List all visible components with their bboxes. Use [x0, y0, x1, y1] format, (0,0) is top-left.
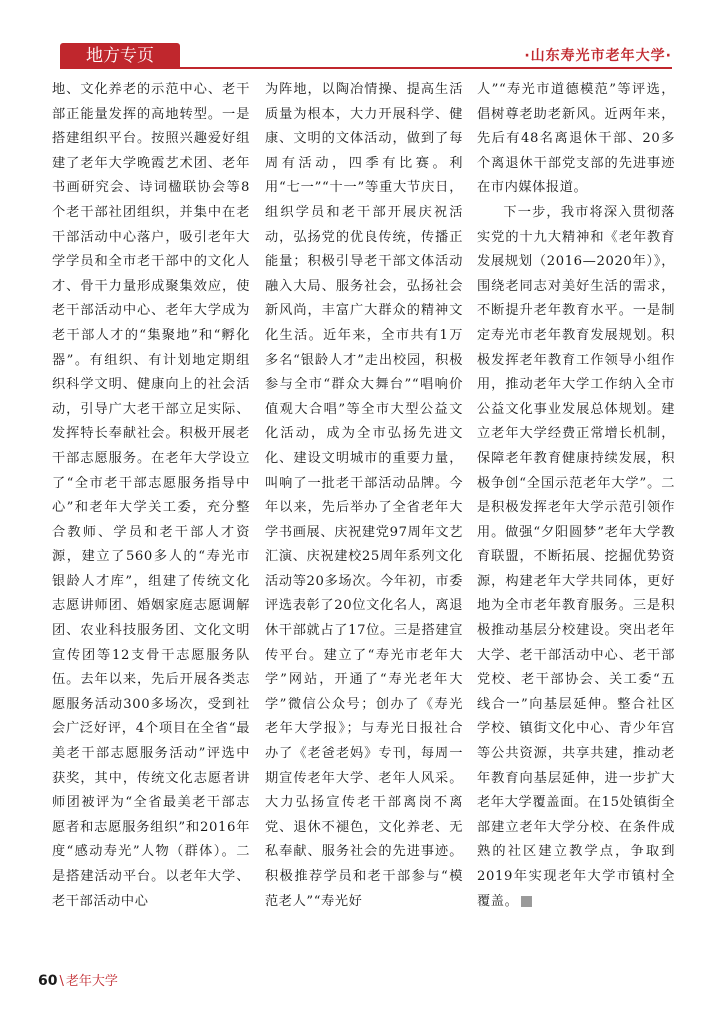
article-column-3	[477, 78, 675, 914]
paragraph-text: 下一步，我市将深入贯彻落实党的十九大精神和《老年教育发展规划（2016—2020年）》，围绕老同志对美好生活的需求，不断提升老年教育水平。一是制定寿光市老年教育发展规划。积极发挥老年教育工作领导小组作用，推动老年大学工作纳入全市公益文化事业发展总体规划。建立老年大学经费正常增长机制，保障老年教育健康持续发展，积极争创“全国示范老年大学”。二是积极发挥老年大学示范引领作用。做强“夕阳圆梦”老年大学教育联盟，不断拓展、挖掘优势资源，构建老年大学共同体，更好地为全市老年教育服务。三是积极推动基层分校建设。突出老年大学、老干部活动中心、老干部党校、老干部协会、关工委“五线合一”向基层延伸。整合社区学校、镇街文化中心、青少年宫等公共资源，共享共建，推动老年教育向基层延伸，进一步扩大老年大学覆盖面。在15处镇街全部建立老年大学分校、在条件成熟的社区建立教学点，争取到2019年实现老年大学市镇村全覆盖。	[477, 204, 675, 909]
end-of-article-mark	[521, 896, 532, 907]
paragraph-next-step	[477, 201, 675, 914]
magazine-name: 老年大学	[65, 974, 118, 989]
page-header	[0, 43, 724, 69]
header-rule	[60, 67, 672, 69]
paragraph: 人”“寿光市道德模范”等评选，倡树尊老助老新风。近两年来，先后有48名离退休干部、20多个离退休干部党支部的先进事迹在市内媒体报道。	[477, 82, 675, 196]
section-tag: 地方专页	[60, 43, 180, 69]
article-source: ·山东寿光市老年大学·	[524, 48, 672, 64]
paragraph: 地、文化养老的示范中心、老干部正能量发挥的高地转型。一是搭建组织平台。按照兴趣爱好组建了老年大学晚霞艺术团、老年书画研究会、诗词楹联协会等8个老干部社团组织，并集中在老干部活动中心落户，吸引老年大学学员和全市老干部中的文化人才、骨干力量形成聚集效应，使老干部活动中心、老年大学成为老干部人才的“集聚地”和“孵化器”。有组织、有计划地定期组织科学文明、健康向上的社会活动，引导广大老干部立足实际、发挥特长奉献社会。积极开展老干部志愿服务。在老年大学设立了“全市老干部志愿服务指导中心”和老年大学关工委，充分整合教师、学员和老干部人才资源，建立了560多人的“寿光市银龄人才库”，组建了传统文化志愿讲师团、婚姻家庭志愿调解团、农业科技服务团、文化文明宣传团等12支骨干志愿服务队伍。去年以来，先后开展各类志愿服务活动300多场次，受到社会广泛好评，4个项目在全省“最美老干部志愿服务活动”评选中获奖，其中，传统文化志愿者讲师团被评为“全省最美老干部志愿者和志愿服务组织”和2016年度“感动寿光”人物（群体）。二是搭建活动平台。以老年大学、老干部活动中心	[52, 82, 250, 909]
article-column-2	[265, 78, 463, 914]
article-column-1	[52, 78, 250, 914]
footer-separator: \	[59, 974, 64, 989]
paragraph: 为阵地，以陶冶情操、提高生活质量为根本，大力开展科学、健康、文明的文体活动，做到了每周有活动，四季有比赛。利用“七一”“十一”等重大节庆日，组织学员和老干部开展庆祝活动，弘扬党的优良传统，传播正能量；积极引导老干部文体活动融入大局、服务社会，弘扬社会新风尚，丰富广大群众的精神文化生活。近年来，全市共有1万多名“银龄人才”走出校园，积极参与全市“群众大舞台”“唱响价值观大合唱”等全市大型公益文化活动，成为全市弘扬先进文化、建设文明城市的重要力量，叫响了一批老干部活动品牌。今年以来，先后举办了全省老年大学书画展、庆祝建党97周年文艺汇演、庆祝建校25周年系列文化活动等20多场次。今年初，市委评选表彰了20位文化名人，离退休干部就占了17位。三是搭建宣传平台。建立了“寿光市老年大学”网站，开通了“寿光老年大学”微信公众号；创办了《寿光老年大学报》；与寿光日报社合办了《老爸老妈》专刊，每周一期宣传老年大学、老年人风采。大力弘扬宣传老干部离岗不离党、退休不褪色，文化养老、无私奉献、服务社会的先进事迹。积极推荐学员和老干部参与“模范老人”“寿光好	[265, 82, 463, 909]
page-number: 60	[38, 973, 58, 989]
page-footer	[38, 970, 118, 989]
